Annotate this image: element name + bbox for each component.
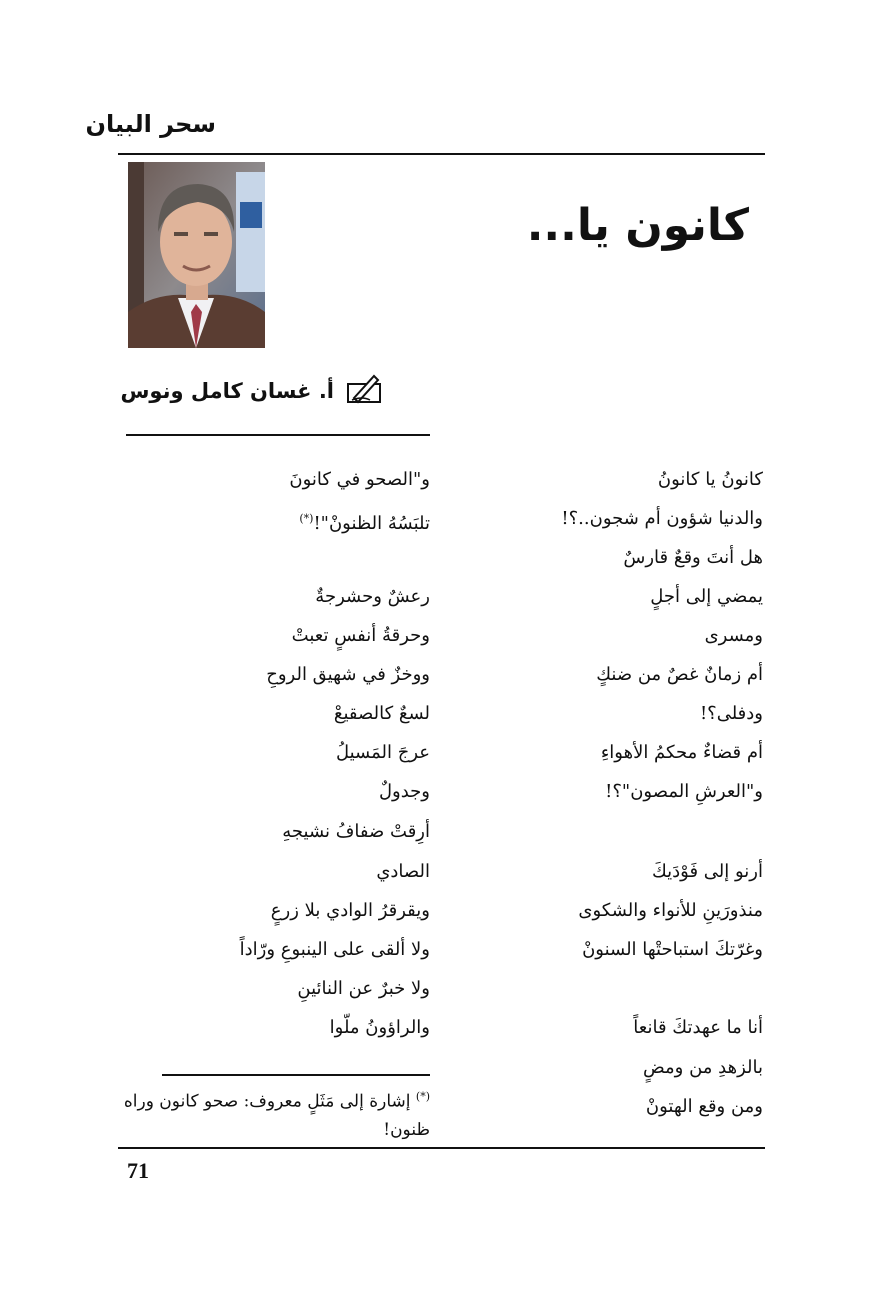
verse-line: بالزهدِ من ومضٍ bbox=[642, 1057, 763, 1078]
running-header: سحر البيان bbox=[85, 110, 216, 138]
verse-line: أرنو إلى فَوْدَيكَ bbox=[651, 861, 763, 882]
verse-line: ومسرى bbox=[704, 625, 763, 646]
verse-line: تلبَسُهُ الظنونْ"!(*) bbox=[299, 512, 430, 534]
footnote-divider bbox=[162, 1074, 430, 1076]
verse-line: أنا ما عهدتكَ قانعاً bbox=[633, 1017, 763, 1038]
poem-title: كانون يا... bbox=[526, 200, 749, 251]
verse-line: والراؤونُ ملّوا bbox=[329, 1017, 430, 1038]
verse-line: ولا خبرٌ عن النائينِ bbox=[297, 978, 430, 999]
verse-line: ولا ألقى على الينبوعِ ورّاداً bbox=[239, 939, 430, 960]
verse-line: لسعٌ كالصقيعْ bbox=[333, 703, 430, 724]
verse-line: ومن وقع الهتونْ bbox=[645, 1096, 763, 1117]
verse-line: رعشٌ وحشرجةٌ bbox=[315, 586, 430, 607]
verse-line: أرِقتْ ضفافُ نشيجهِ bbox=[282, 821, 430, 842]
verse-line: ودفلى؟! bbox=[699, 703, 763, 724]
page-number: 71 bbox=[127, 1158, 149, 1183]
verse-line: أم قضاءٌ محكمُ الأهواءِ bbox=[600, 742, 763, 763]
verse-line: وحرقةُ أنفسٍ تعبتْ bbox=[291, 625, 430, 646]
verse-line: ووخزٌ في شهيق الروحِ bbox=[266, 664, 430, 685]
verse-line: أم زمانٌ غصٌ من ضنكٍ bbox=[596, 664, 763, 685]
verse-line: ويقرقرُ الوادي بلا زرعٍ bbox=[270, 900, 430, 921]
footer-divider bbox=[118, 1147, 765, 1149]
verse-line: وغرّتكَ استباحتْها السنونْ bbox=[582, 939, 763, 960]
verse-line: والدنيا شؤون أم شجون..؟! bbox=[561, 508, 763, 529]
verse-line: عرجَ المَسيلُ bbox=[335, 742, 430, 763]
footnote bbox=[110, 1083, 430, 1144]
verse-line: كانونُ يا كانونُ bbox=[657, 469, 763, 490]
verse-line: هل أنتَ وقعٌ قارسٌ bbox=[623, 547, 763, 568]
verse-line: الصادي bbox=[376, 861, 430, 882]
author-name: أ. غسان كامل ونوس bbox=[120, 379, 334, 403]
footnote-text: إشارة إلى مَثَلٍ معروف: صحو كانون وراه ظنون! bbox=[123, 1091, 430, 1140]
verse-line: و"العرشِ المصون"؟! bbox=[605, 781, 763, 802]
verse-line: و"الصحو في كانونَ bbox=[289, 469, 430, 490]
verse-line: منذورَينِ للأنواء والشكوى bbox=[578, 900, 763, 921]
footnote-marker: (*) bbox=[415, 1090, 430, 1103]
poem-right-column bbox=[450, 0, 763, 1300]
verse-line: وجدولٌ bbox=[378, 781, 430, 802]
verse-line: يمضي إلى أجلٍ bbox=[650, 586, 763, 607]
